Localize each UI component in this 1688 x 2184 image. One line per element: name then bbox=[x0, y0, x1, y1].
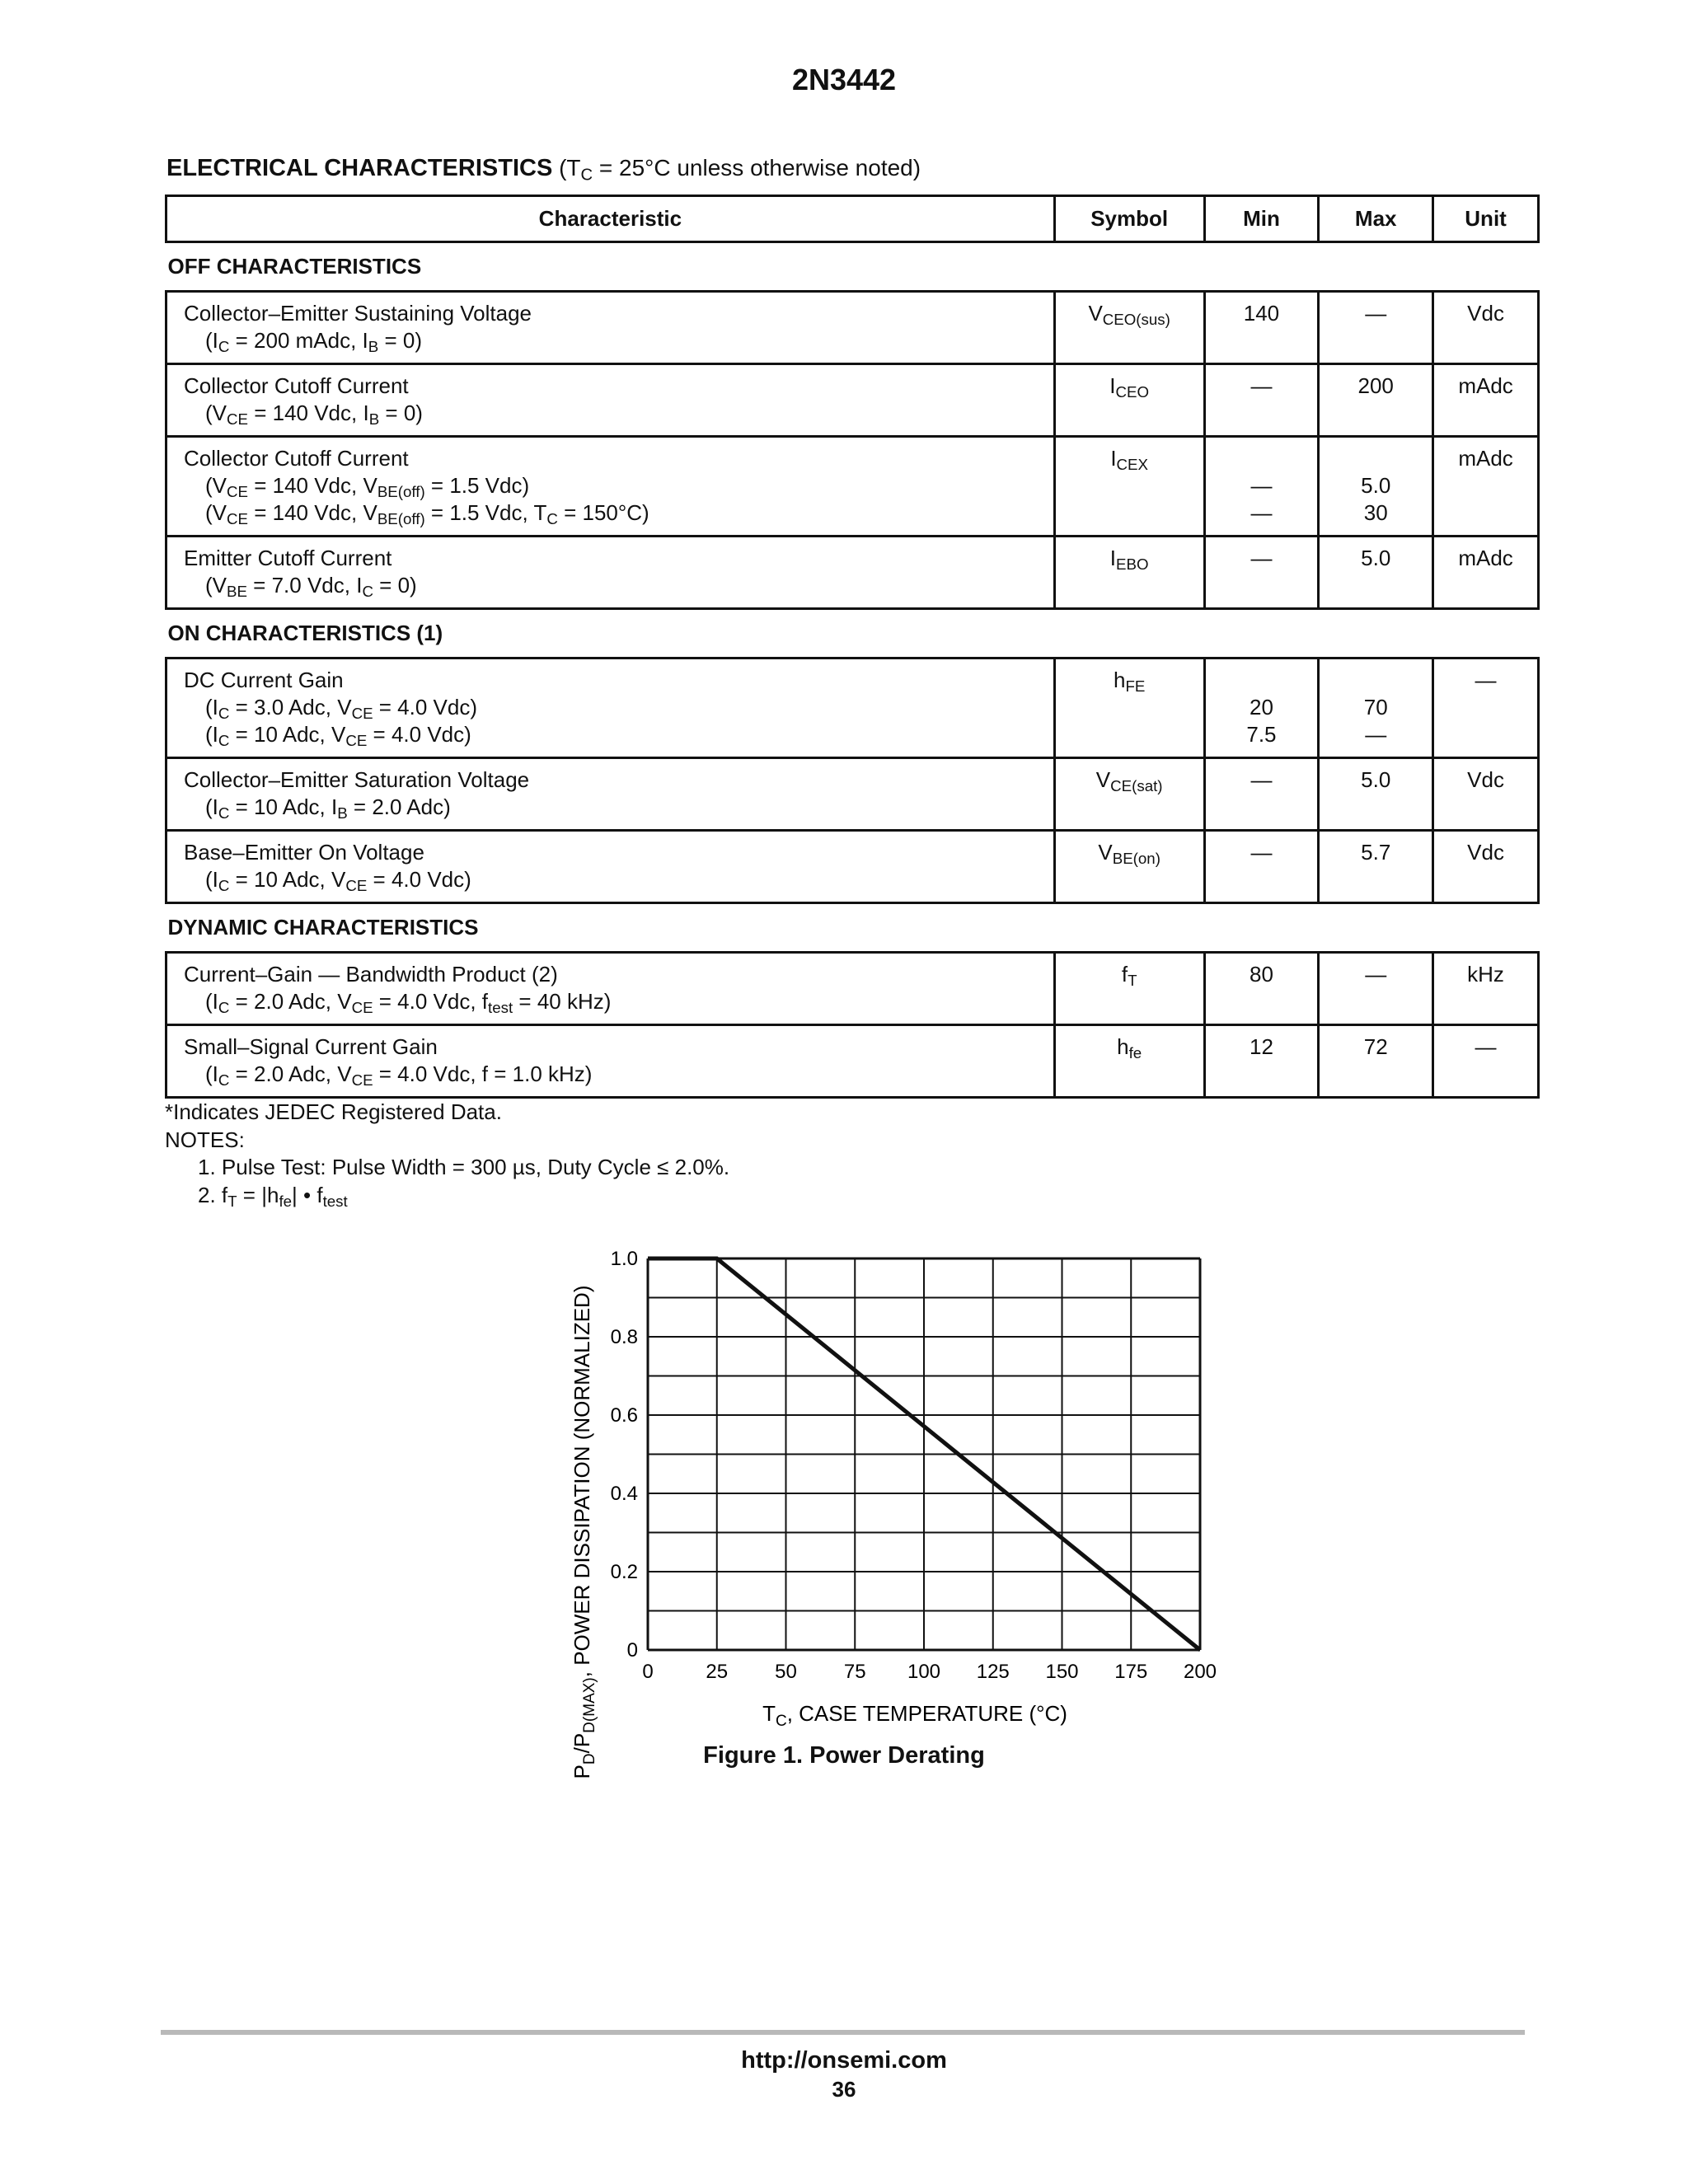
y-tick-label: 0.8 bbox=[610, 1326, 638, 1348]
characteristic-name: Collector Cutoff Current bbox=[184, 446, 409, 471]
test-condition: ($I_C = 10$ Adc, $V_{CE} = 4.0$ Vdc) bbox=[205, 867, 471, 895]
y-tick-label: 0.2 bbox=[610, 1561, 638, 1583]
characteristic-cell bbox=[166, 831, 1055, 903]
characteristic-cell bbox=[166, 758, 1055, 831]
section-condition: ($T_C = 25^\circ C$ unless otherwise noted) bbox=[559, 155, 921, 185]
min-cell: — bbox=[1204, 831, 1319, 903]
min-value: — bbox=[1250, 473, 1273, 498]
max-cell: — bbox=[1319, 953, 1433, 1025]
notes-heading: NOTES: bbox=[165, 1127, 245, 1152]
group-row-dynamic bbox=[166, 903, 1539, 953]
test-condition: ($I_C = 2.0$ Adc, $V_{CE} = 4.0$ Vdc, f = 1.0 kHz) bbox=[205, 1062, 593, 1090]
note-2: 2. $f_T = |h_{fe}|$ • $f_{test}$ bbox=[198, 1182, 348, 1210]
group-row-on bbox=[166, 609, 1539, 658]
symbol-cell: $h_{fe}$ bbox=[1054, 1025, 1204, 1098]
min-cell: — bbox=[1204, 537, 1319, 609]
page-title: 2N3442 bbox=[791, 63, 897, 96]
min-cell: 140 bbox=[1204, 292, 1319, 364]
symbol-cell: $V_{CEO(sus)}$ bbox=[1054, 292, 1204, 364]
characteristic-name: Base–Emitter On Voltage bbox=[184, 840, 424, 865]
test-condition: ($V_{CE} = 140$ Vdc, $I_B = 0$) bbox=[205, 401, 423, 429]
table-row bbox=[166, 364, 1539, 437]
test-condition: ($I_C = 10$ Adc, $I_B = 2.0$ Adc) bbox=[205, 794, 451, 823]
x-axis-label: $T_C$, CASE TEMPERATURE (°C) bbox=[762, 1701, 1067, 1730]
max-cell bbox=[1319, 658, 1433, 758]
max-cell: 5.0 bbox=[1319, 758, 1433, 831]
characteristic-name: Emitter Cutoff Current bbox=[184, 546, 392, 570]
header-max: Max bbox=[1319, 196, 1433, 242]
symbol-cell: $V_{BE(on)}$ bbox=[1054, 831, 1204, 903]
page-number: 36 bbox=[832, 2077, 856, 2102]
symbol-cell: $f_T$ bbox=[1054, 953, 1204, 1025]
max-cell: 72 bbox=[1319, 1025, 1433, 1098]
max-cell: 5.7 bbox=[1319, 831, 1433, 903]
header-unit: Unit bbox=[1433, 196, 1539, 242]
max-cell bbox=[1319, 437, 1433, 537]
characteristic-cell bbox=[166, 537, 1055, 609]
group-row-off bbox=[166, 242, 1539, 292]
footer-divider bbox=[161, 2030, 1525, 2035]
symbol-cell: $h_{FE}$ bbox=[1054, 658, 1204, 758]
table-row bbox=[166, 831, 1539, 903]
characteristic-cell bbox=[166, 1025, 1055, 1098]
chart-ticks bbox=[611, 1248, 1217, 1683]
max-value: 30 bbox=[1363, 500, 1388, 525]
unit-cell: — bbox=[1433, 658, 1539, 758]
y-tick-label: 0 bbox=[626, 1639, 638, 1661]
symbol-cell: $I_{CEO}$ bbox=[1054, 364, 1204, 437]
min-value: — bbox=[1250, 500, 1273, 525]
header-min: Min bbox=[1204, 196, 1319, 242]
table-row bbox=[166, 758, 1539, 831]
characteristic-name: Collector Cutoff Current bbox=[184, 373, 409, 398]
min-cell: — bbox=[1204, 364, 1319, 437]
table-row bbox=[166, 292, 1539, 364]
unit-cell: Vdc bbox=[1433, 292, 1539, 364]
x-tick-label: 75 bbox=[843, 1661, 866, 1683]
footer-url: http://onsemi.com bbox=[741, 2047, 947, 2074]
symbol-cell: $V_{CE(sat)}$ bbox=[1054, 758, 1204, 831]
min-value: 7.5 bbox=[1246, 722, 1277, 747]
test-condition: ($I_C = 2.0$ Adc, $V_{CE} = 4.0$ Vdc, $f_{test} = 40$ kHz) bbox=[205, 989, 612, 1017]
characteristic-name: Small–Signal Current Gain bbox=[184, 1034, 438, 1059]
characteristic-name: Collector–Emitter Sustaining Voltage bbox=[184, 301, 532, 326]
table-row bbox=[166, 658, 1539, 758]
unit-cell: mAdc bbox=[1433, 364, 1539, 437]
characteristic-name: Collector–Emitter Saturation Voltage bbox=[184, 767, 530, 792]
min-cell bbox=[1204, 437, 1319, 537]
unit-cell: Vdc bbox=[1433, 758, 1539, 831]
unit-cell: mAdc bbox=[1433, 437, 1539, 537]
test-condition: ($V_{BE} = 7.0$ Vdc, $I_C = 0$) bbox=[205, 573, 417, 601]
table-row bbox=[166, 953, 1539, 1025]
characteristic-cell bbox=[166, 658, 1055, 758]
max-cell: — bbox=[1319, 292, 1433, 364]
y-tick-label: 0.6 bbox=[610, 1404, 638, 1427]
electrical-characteristics-table bbox=[165, 194, 1540, 1099]
min-cell: 12 bbox=[1204, 1025, 1319, 1098]
unit-cell: Vdc bbox=[1433, 831, 1539, 903]
x-tick-label: 125 bbox=[976, 1661, 1010, 1683]
x-tick-label: 150 bbox=[1045, 1661, 1079, 1683]
min-cell bbox=[1204, 658, 1319, 758]
header-characteristic: Characteristic bbox=[166, 196, 1055, 242]
x-tick-label: 25 bbox=[706, 1661, 729, 1683]
table-row bbox=[166, 437, 1539, 537]
figure-caption: Figure 1. Power Derating bbox=[703, 1742, 985, 1769]
characteristic-name: Current–Gain — Bandwidth Product (2) bbox=[184, 962, 558, 987]
section-title: ELECTRICAL CHARACTERISTICS bbox=[166, 155, 553, 181]
symbol-cell: $I_{EBO}$ bbox=[1054, 537, 1204, 609]
symbol-cell: $I_{CEX}$ bbox=[1054, 437, 1204, 537]
max-value: 70 bbox=[1363, 695, 1388, 719]
group-title: OFF CHARACTERISTICS bbox=[167, 254, 422, 279]
section-heading bbox=[166, 155, 921, 185]
unit-cell: kHz bbox=[1433, 953, 1539, 1025]
test-condition: ($I_C = 3.0$ Adc, $V_{CE} = 4.0$ Vdc) bbox=[205, 695, 478, 723]
characteristic-name: DC Current Gain bbox=[184, 668, 344, 692]
x-tick-label: 50 bbox=[775, 1661, 797, 1683]
unit-cell: mAdc bbox=[1433, 537, 1539, 609]
characteristic-cell bbox=[166, 953, 1055, 1025]
notes bbox=[165, 1099, 729, 1209]
characteristic-cell bbox=[166, 292, 1055, 364]
y-axis-label: $P_D/P_{D(MAX)}$, POWER DISSIPATION (NORMALIZED) bbox=[570, 1285, 598, 1779]
group-title: DYNAMIC CHARACTERISTICS bbox=[167, 915, 479, 940]
min-value: 20 bbox=[1249, 695, 1273, 719]
x-tick-label: 175 bbox=[1114, 1661, 1148, 1683]
y-tick-label: 1.0 bbox=[610, 1248, 638, 1270]
x-tick-label: 100 bbox=[907, 1661, 941, 1683]
test-condition: ($I_C = 10$ Adc, $V_{CE} = 4.0$ Vdc) bbox=[205, 722, 471, 750]
characteristic-cell bbox=[166, 437, 1055, 537]
test-condition: ($I_C = 200$ mAdc, $I_B = 0$) bbox=[205, 328, 423, 356]
unit-cell: — bbox=[1433, 1025, 1539, 1098]
min-cell: — bbox=[1204, 758, 1319, 831]
chart-grid bbox=[648, 1258, 1200, 1650]
max-cell: 5.0 bbox=[1319, 537, 1433, 609]
max-value: 5.0 bbox=[1361, 473, 1391, 498]
y-tick-label: 0.4 bbox=[610, 1483, 638, 1505]
max-cell: 200 bbox=[1319, 364, 1433, 437]
characteristic-cell bbox=[166, 364, 1055, 437]
table-row bbox=[166, 1025, 1539, 1098]
x-tick-label: 200 bbox=[1183, 1661, 1217, 1683]
test-condition: ($V_{CE} = 140$ Vdc, $V_{BE(off)} = 1.5$ Vdc, $T_C = 150^\circ C$) bbox=[205, 500, 649, 528]
note-1: 1. Pulse Test: Pulse Width = 300 µs, Duty Cycle ≤ 2.0%. bbox=[198, 1155, 730, 1179]
max-value: — bbox=[1365, 722, 1387, 747]
jedec-note: *Indicates JEDEC Registered Data. bbox=[165, 1099, 502, 1124]
group-title: ON CHARACTERISTICS (1) bbox=[167, 621, 443, 645]
header-symbol: Symbol bbox=[1054, 196, 1204, 242]
min-cell: 80 bbox=[1204, 953, 1319, 1025]
table-row bbox=[166, 537, 1539, 609]
table-header-row bbox=[166, 196, 1539, 242]
test-condition: ($V_{CE} = 140$ Vdc, $V_{BE(off)} = 1.5$ Vdc) bbox=[205, 473, 530, 501]
x-tick-label: 0 bbox=[642, 1661, 654, 1683]
